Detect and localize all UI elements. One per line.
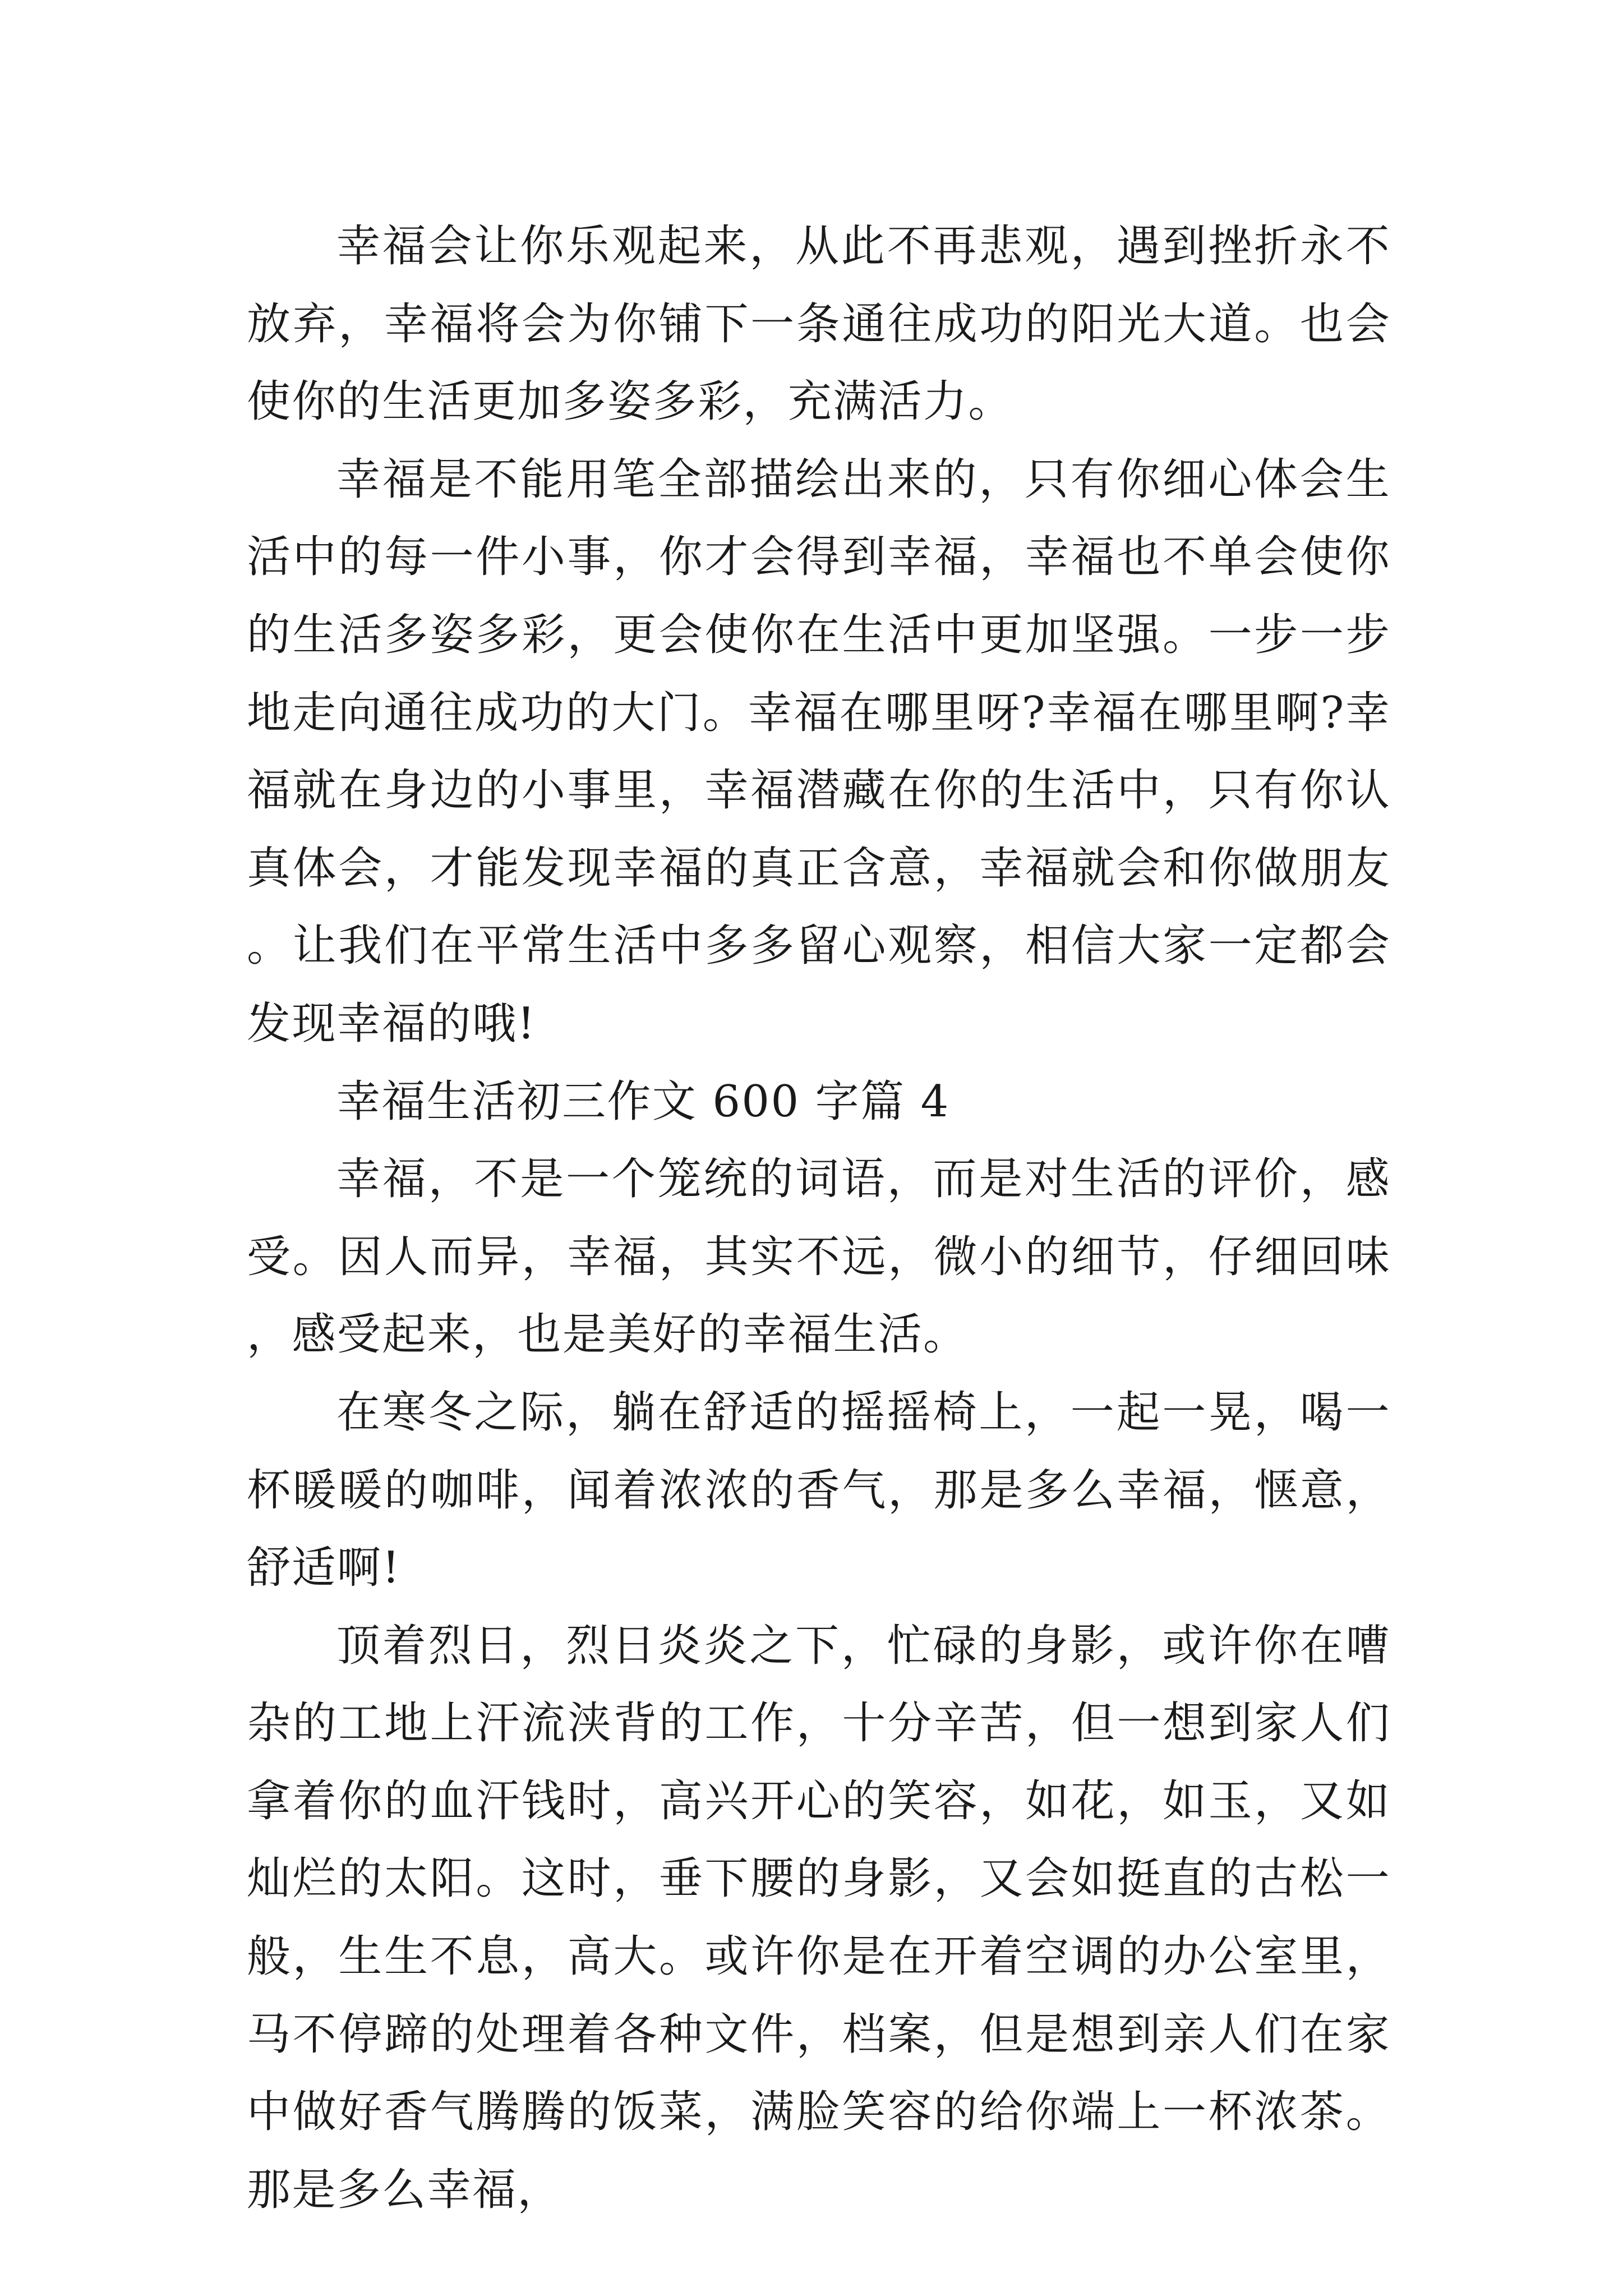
- paragraph-3: 幸福，不是一个笼统的词语，而是对生活的评价，感受。因人而异，幸福，其实不远，微小的细节，仔细回味，感受起来，也是美好的幸福生活。: [247, 1154, 1391, 1360]
- paragraph-5: 顶着烈日，烈日炎炎之下，忙碌的身影，或许你在嘈杂的工地上汗流浃背的工作，十分辛苦，但一想到家人们拿着你的血汗钱时，高兴开心的笑容，如花，如玉，又如灿烂的太阳。这时，垂下腰的身影，又会如挺直的古松一般，生生不息，高大。或许你是在开着空调的办公室里，马不停蹄的处理着各种文件，档案，但是想到亲人们在家中做好香气腾腾的饭菜，满脸笑容的给你端上一杯浓茶。那是多么幸福，: [247, 1620, 1391, 2215]
- paragraph-4: 在寒冬之际，躺在舒适的摇摇椅上，一起一晃，喝一杯暖暖的咖啡，闻着浓浓的香气，那是多么幸福，惬意，舒适啊!: [247, 1387, 1391, 1594]
- paragraph-2: 幸福是不能用笔全部描绘出来的，只有你细心体会生活中的每一件小事，你才会得到幸福，幸福也不单会使你的生活多姿多彩，更会使你在生活中更加坚强。一步一步地走向通往成功的大门。幸福在哪里呀?幸福在哪里啊?幸福就在身边的小事里，幸福潜藏在你的生活中，只有你认真体会，才能发现幸福的真正含意，幸福就会和你做朋友。让我们在平常生活中多多留心观察，相信大家一定都会发现幸福的哦!: [247, 454, 1391, 1049]
- document-body: [247, 208, 1391, 2229]
- section-heading: 幸福生活初三作文 600 字篇 4: [336, 1076, 950, 1127]
- paragraph-1: 幸福会让你乐观起来，从此不再悲观，遇到挫折永不放弃，幸福将会为你铺下一条通往成功的阳光大道。也会使你的生活更加多姿多彩，充满活力。: [247, 221, 1391, 427]
